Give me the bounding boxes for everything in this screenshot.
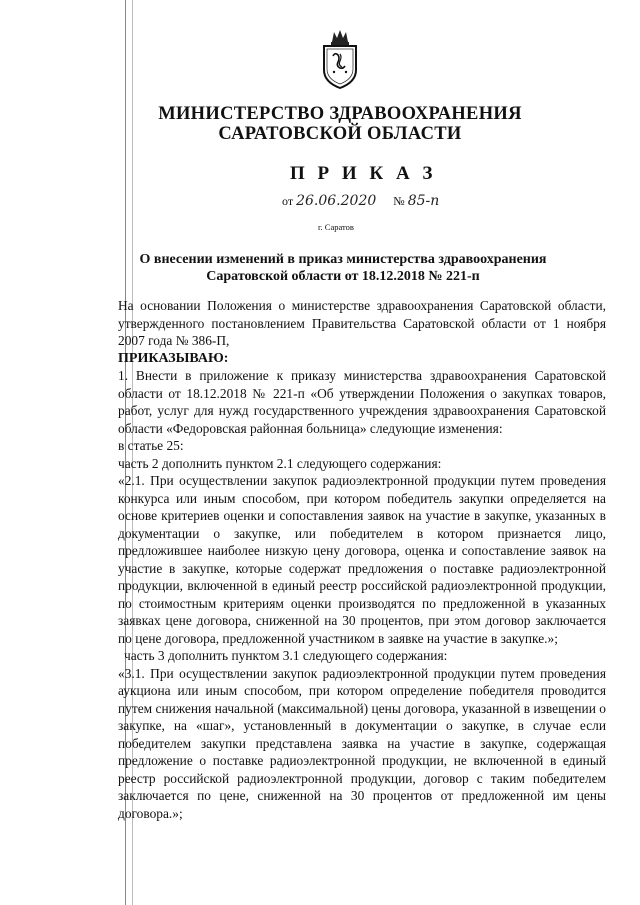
body-paragraph: часть 2 дополнить пунктом 2.1 следующего содержания: xyxy=(118,455,442,471)
document-title-line2: Саратовской области от 18.12.2018 № 221-п xyxy=(206,269,480,284)
body-paragraph: 1. Внести в приложение к приказу министерства здравоохранения Саратовской области от 18.12.2018 № 221-п «Об утверждении Положения о закупках товаров, работ, услуг для нужд государственного учреждения здравоохранения Саратовской области «Федоровская районная больница» следующие изменения: xyxy=(118,368,606,436)
body-paragraph: «2.1. При осуществлении закупок радиоэлектронной продукции путем проведения конкурса или иным способом, при котором победитель закупки определяется на основе критериев оценки и сопоставления заявок на участие в закупке, указанных в документации о закупке, или победителем в котором признается лицо, предложившее наиболее низкую цену договора, оценка и сопоставление заявок на участие в закупке, которые содержат предложения о поставке радиоэлектронной продукции, включенной в единый реестр российской радиоэлектронной продукции, по стоимостным критериям оценки производятся по предложенной в указанных заявках цене договора, сниженной на 30 процентов, при этом договор заключается по цене договора, предложенной участником в заявке на участие в закупке.»; xyxy=(118,473,606,646)
document-body xyxy=(118,297,606,822)
order-date-number-line xyxy=(282,193,439,209)
number-prefix: № xyxy=(393,194,405,208)
ministry-name-line1: МИНИСТЕРСТВО ЗДРАВООХРАНЕНИЯ xyxy=(158,104,522,124)
order-directive-heading: ПРИКАЗЫВАЮ: xyxy=(118,350,229,366)
date-prefix: от xyxy=(282,194,294,208)
handwritten-number: 85-п xyxy=(407,193,440,209)
body-paragraph: На основании Положения о министерстве здравоохранения Саратовской области, утвержденного постановлением Правительства Саратовской области от 1 ноября 2007 года № 386-П, xyxy=(118,298,606,348)
coat-of-arms-emblem xyxy=(318,28,362,90)
handwritten-date: 26.06.2020 xyxy=(296,193,377,209)
ministry-name-line2: САРАТОВСКОЙ ОБЛАСТИ xyxy=(218,124,462,144)
city-label: г. Саратов xyxy=(318,222,354,232)
body-paragraph: в статье 25: xyxy=(118,438,184,453)
order-heading: П Р И К А З xyxy=(290,163,437,184)
document-title-line1: О внесении изменений в приказ министерства здравоохранения xyxy=(139,252,547,267)
body-paragraph: часть 3 дополнить пунктом 3.1 следующего содержания: xyxy=(124,648,448,663)
body-paragraph: «3.1. При осуществлении закупок радиоэлектронной продукции путем проведения аукциона или иным способом, при котором определение победителя проводится путем снижения начальной (максимальной) цены договора, указанной в извещении о закупке, на «шаг», установленный в документации о закупке, в случае если победителем закупки представлена заявка на участие в закупке, содержащая предложение о поставке радиоэлектронной продукции, не включенной в единый реестр российской радиоэлектронной продукции, договор с таким победителем заключается по цене, сниженной на 30 процентов от предложенной им цены договора.»; xyxy=(118,665,606,821)
